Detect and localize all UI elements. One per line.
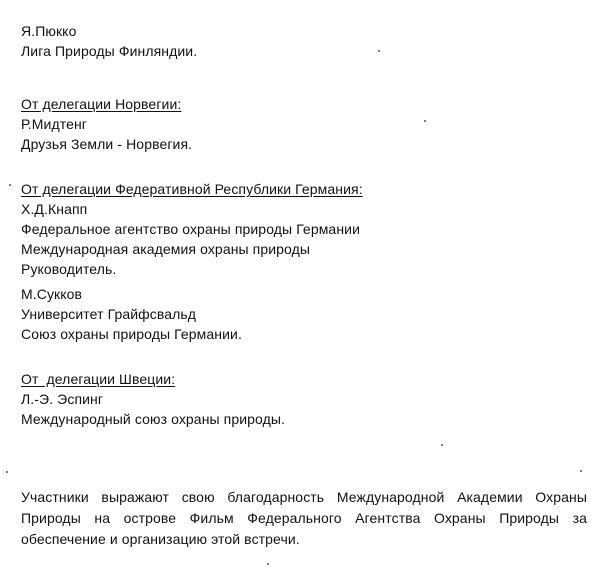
germany-person2-section bbox=[21, 284, 591, 344]
norway-name: Р.Мидтенг bbox=[21, 116, 88, 132]
germany-person1-org1: Федеральное агентство охраны природы Германии bbox=[21, 221, 360, 237]
sweden-name: Л.-Э. Эспинг bbox=[21, 391, 104, 407]
sweden-heading: От делегации Швеции: bbox=[21, 371, 176, 387]
germany-person1-org2: Международная академия охраны природы bbox=[21, 241, 311, 257]
scan-speck bbox=[424, 120, 426, 122]
finland-section bbox=[21, 21, 591, 61]
germany-person2-name: М.Сукков bbox=[21, 286, 83, 302]
finland-name: Я.Пюкко bbox=[21, 23, 77, 39]
closing-paragraph: Участники выражают свою благодарность Международной Академии Охраны Природы на острове Фильм Федерального Агентства Охраны Природы за обеспечение и организацию этой встречи. bbox=[21, 489, 587, 547]
norway-heading: От делегации Норвегии: bbox=[21, 96, 182, 112]
germany-person1-name: Х.Д.Кнапп bbox=[21, 201, 88, 217]
scan-speck bbox=[580, 470, 582, 472]
germany-person2-org1: Университет Грайфсвальд bbox=[21, 306, 197, 322]
germany-person1-role: Руководитель. bbox=[21, 261, 117, 277]
sweden-org: Международный союз охраны природы. bbox=[21, 411, 286, 427]
germany-heading: От делегации Федеративной Республики Германия: bbox=[21, 181, 363, 197]
norway-section bbox=[21, 94, 591, 154]
scan-speck bbox=[267, 563, 269, 565]
germany-person2-org2: Союз охраны природы Германии. bbox=[21, 326, 242, 342]
norway-org: Друзья Земли - Норвегия. bbox=[21, 136, 193, 152]
germany-section bbox=[21, 179, 591, 279]
scan-speck bbox=[9, 184, 11, 186]
scan-speck bbox=[441, 444, 443, 446]
sweden-section bbox=[21, 369, 591, 429]
finland-org: Лига Природы Финляндии. bbox=[21, 43, 198, 59]
scan-speck bbox=[6, 471, 8, 473]
scan-speck bbox=[378, 50, 380, 52]
